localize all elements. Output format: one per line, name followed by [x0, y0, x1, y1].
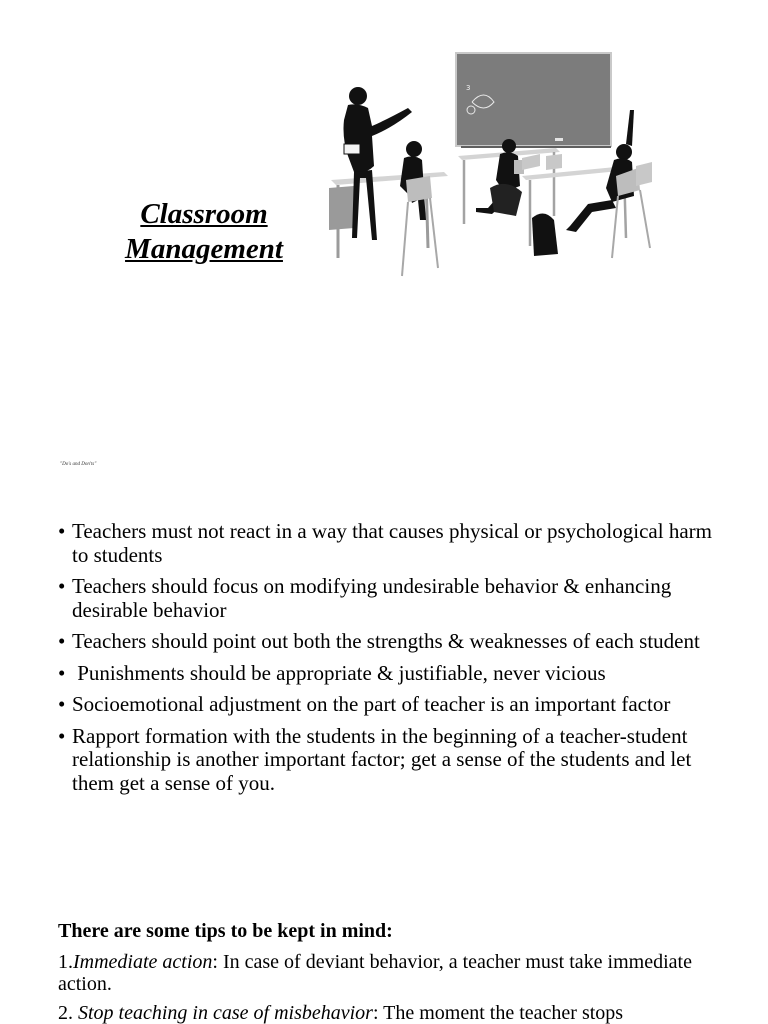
list-item: • Socioemotional adjustment on the part of teacher is an important factor — [58, 693, 718, 717]
svg-text:3: 3 — [466, 84, 471, 92]
list-item: • Rapport formation with the students in the beginning of a teacher-student relationship is another important factor; get a sense of the students and let them get a sense of you. — [58, 725, 718, 796]
title-line-1: Classroom — [140, 198, 268, 230]
tip-number: 2. — [58, 1002, 78, 1024]
document-title — [100, 197, 308, 267]
classroom-silhouette-illustration — [326, 48, 666, 284]
tips-heading: There are some tips to be kept in mind: — [58, 920, 393, 942]
list-item: • Punishments should be appropriate & justifiable, never vicious — [58, 662, 718, 686]
list-item: • Teachers should focus on modifying undesirable behavior & enhancing desirable behavior — [58, 575, 718, 622]
list-item: • Teachers must not react in a way that causes physical or psychological harm to students — [58, 520, 718, 567]
tip-item-1 — [58, 951, 698, 995]
tip-term: Stop teaching in case of misbehavior — [78, 1002, 373, 1024]
tip-text: : In case of deviant behavior, a teacher must take immediate action. — [58, 951, 692, 995]
bullet-list — [58, 520, 718, 803]
tip-term: Immediate action — [73, 951, 213, 973]
tip-number: 1. — [58, 951, 73, 973]
caption: "Do's and Don'ts" — [60, 462, 97, 467]
list-item: • Teachers should point out both the strengths & weaknesses of each student — [58, 630, 718, 654]
title-line-2: Management — [125, 233, 283, 265]
tip-item-2 — [58, 1002, 698, 1024]
tip-text: : The moment the teacher stops — [372, 1002, 624, 1024]
